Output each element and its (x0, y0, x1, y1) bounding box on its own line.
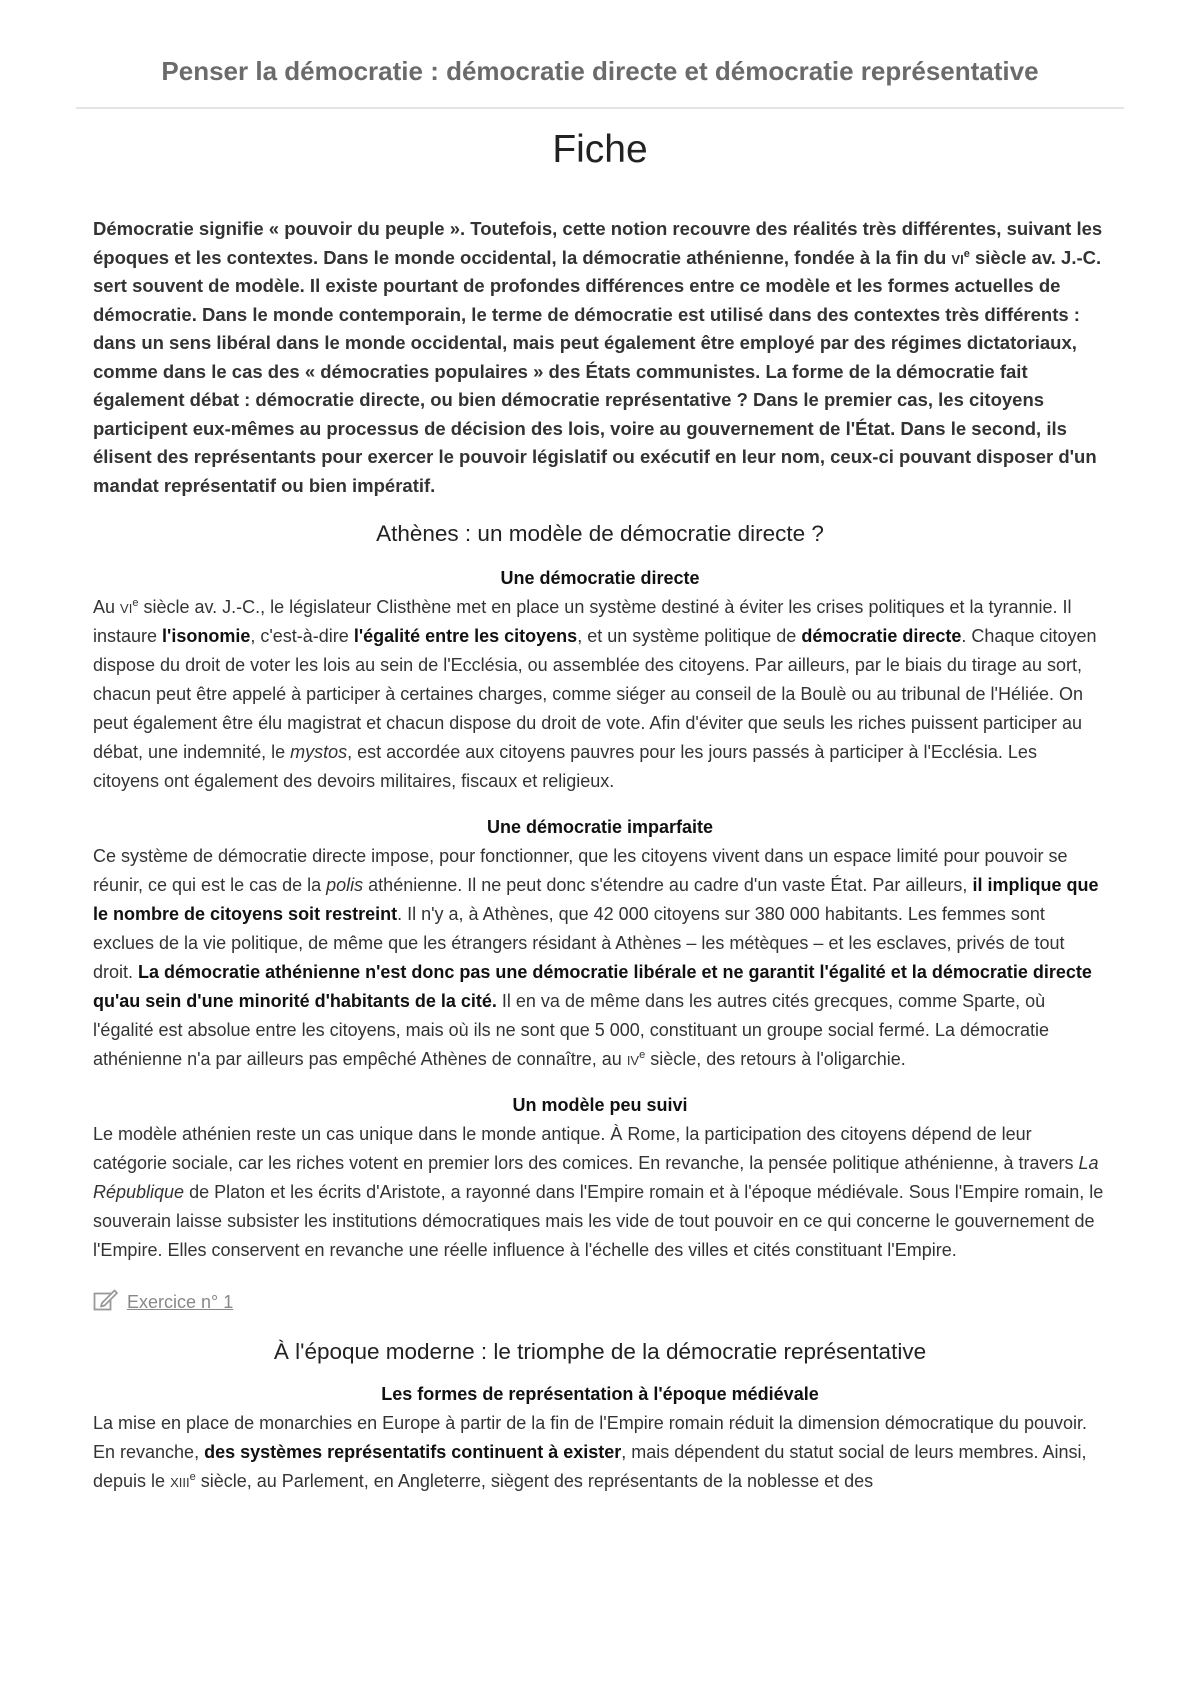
subsection-title-imperfect-democracy: Une démocratie imparfaite (486, 816, 714, 837)
subsection-title-medieval: Les formes de représentation à l'époque médiévale (381, 1383, 819, 1404)
paragraph-direct-democracy: Au $vi^e$ siècle av. J.-C., le législateur Clisthène met en place un système destiné à éviter les crises politiques et la tyrannie. Il instaure l'isonomie, c'est-à-dire l'égalité entre les citoyens, et un système politique de démocratie directe. Chaque citoyen dispose du droit de voter les lois au sein de l'Ecclésia, ou assemblée des citoyens. Par ailleurs, par le biais du tirage au sort, chacun peut être appelé à participer à certaines charges, comme siéger au conseil de la Boulè ou au tribunal de l'Héliée. On peut également être élu magistrat et chacun dispose du droit de vote. Afin d'éviter que seuls les riches puissent participer au débat, une indemnité, le mystos, est accordée aux citoyens pauvres pour les jours passés à participer à l'Ecclésia. Les citoyens ont également des devoirs militaires, fiscaux et religieux. (93, 596, 1097, 791)
intro-paragraph: Démocratie signifie « pouvoir du peuple ». Toutefois, cette notion recouvre des réalités très différentes, suivant les époques et les contextes. Dans le monde occidental, la démocratie athénienne, fondée à la fin du $vi^e$ siècle av. J.-C. sert souvent de modèle. Il existe pourtant de profondes différences entre ce modèle et les formes actuelles de démocratie. Dans le monde contemporain, le terme de démocratie est utilisé dans des contextes très différents : dans un sens libéral dans le monde occidental, mais peut également être employé par des régimes dictatoriaux, comme dans le cas des « démocraties populaires » des États communistes. La forme de la démocratie fait également débat : démocratie directe, ou bien démocratie représentative ? Dans le premier cas, les citoyens participent eux-mêmes au processus de décision des lois, voire au gouvernement de l'État. Dans le second, ils élisent des représentants pour exercer le pouvoir législatif ou exécutif en leur nom, ceux-ci pouvant disposer d'un mandat représentatif ou bien impératif. (93, 218, 1103, 496)
document-header (76, 0, 1124, 109)
header-title: Penser la démocratie : démocratie directe et démocratie représentative (161, 56, 1039, 86)
section-title-athens: Athènes : un modèle de démocratie directe ? (376, 520, 824, 546)
section-title-modern: À l'époque moderne : le triomphe de la démocratie représentative (273, 1338, 927, 1364)
edit-icon (93, 1288, 119, 1317)
paragraph-model: Le modèle athénien reste un cas unique dans le monde antique. À Rome, la participation des citoyens dépend de leur catégorie sociale, car les riches votent en premier lors des comices. En revanche, la pensée politique athénienne, à travers La République de Platon et les écrits d'Aristote, a rayonné dans l'Empire romain et à l'époque médiévale. Sous l'Empire romain, le souverain laisse subsister les institutions démocratiques mais les vide de tout pouvoir en ce qui concerne le gouvernement de l'Empire. Elles conservent en revanche une réelle influence à l'échelle des villes et cités constituant l'Empire. (93, 1123, 1104, 1260)
subsection-title-direct-democracy: Une démocratie directe (500, 567, 700, 588)
document-body (93, 215, 1107, 1496)
exercise-1-link[interactable]: Exercice n° 1 (127, 1292, 234, 1312)
paragraph-medieval: La mise en place de monarchies en Europe à partir de la fin de l'Empire romain réduit la dimension démocratique du pouvoir. En revanche, des systèmes représentatifs continuent à exister, mais dépendent du statut social de leurs membres. Ainsi, depuis le xiii$^e$ siècle, au Parlement, en Angleterre, siègent des représentants de la noblesse et des (93, 1412, 1087, 1491)
paragraph-imperfect-democracy: Ce système de démocratie directe impose, pour fonctionner, que les citoyens vivent dans un espace limité pour pouvoir se réunir, ce qui est le cas de la polis athénienne. Il ne peut donc s'étendre au cadre d'un vaste État. Par ailleurs, il implique que le nombre de citoyens soit restreint. Il n'y a, à Athènes, que 42 000 citoyens sur 380 000 habitants. Les femmes sont exclues de la vie politique, de même que les étrangers résidant à Athènes – les métèques – et les esclaves, privés de tout droit. La démocratie athénienne n'est donc pas une démocratie libérale et ne garantit l'égalité et la démocratie directe qu'au sein d'une minorité d'habitants de la cité. Il en va de même dans les autres cités grecques, comme Sparte, où l'égalité est absolue entre les citoyens, mais où ils ne sont que 5 000, constituant un groupe social fermé. La démocratie athénienne n'a par ailleurs pas empêché Athènes de connaître, au $iv^e$ siècle, des retours à l'oligarchie. (93, 845, 1099, 1069)
exercise-link-row[interactable] (93, 1287, 1107, 1319)
subsection-title-model: Un modèle peu suivi (512, 1094, 688, 1115)
page-title: Fiche (552, 128, 648, 171)
